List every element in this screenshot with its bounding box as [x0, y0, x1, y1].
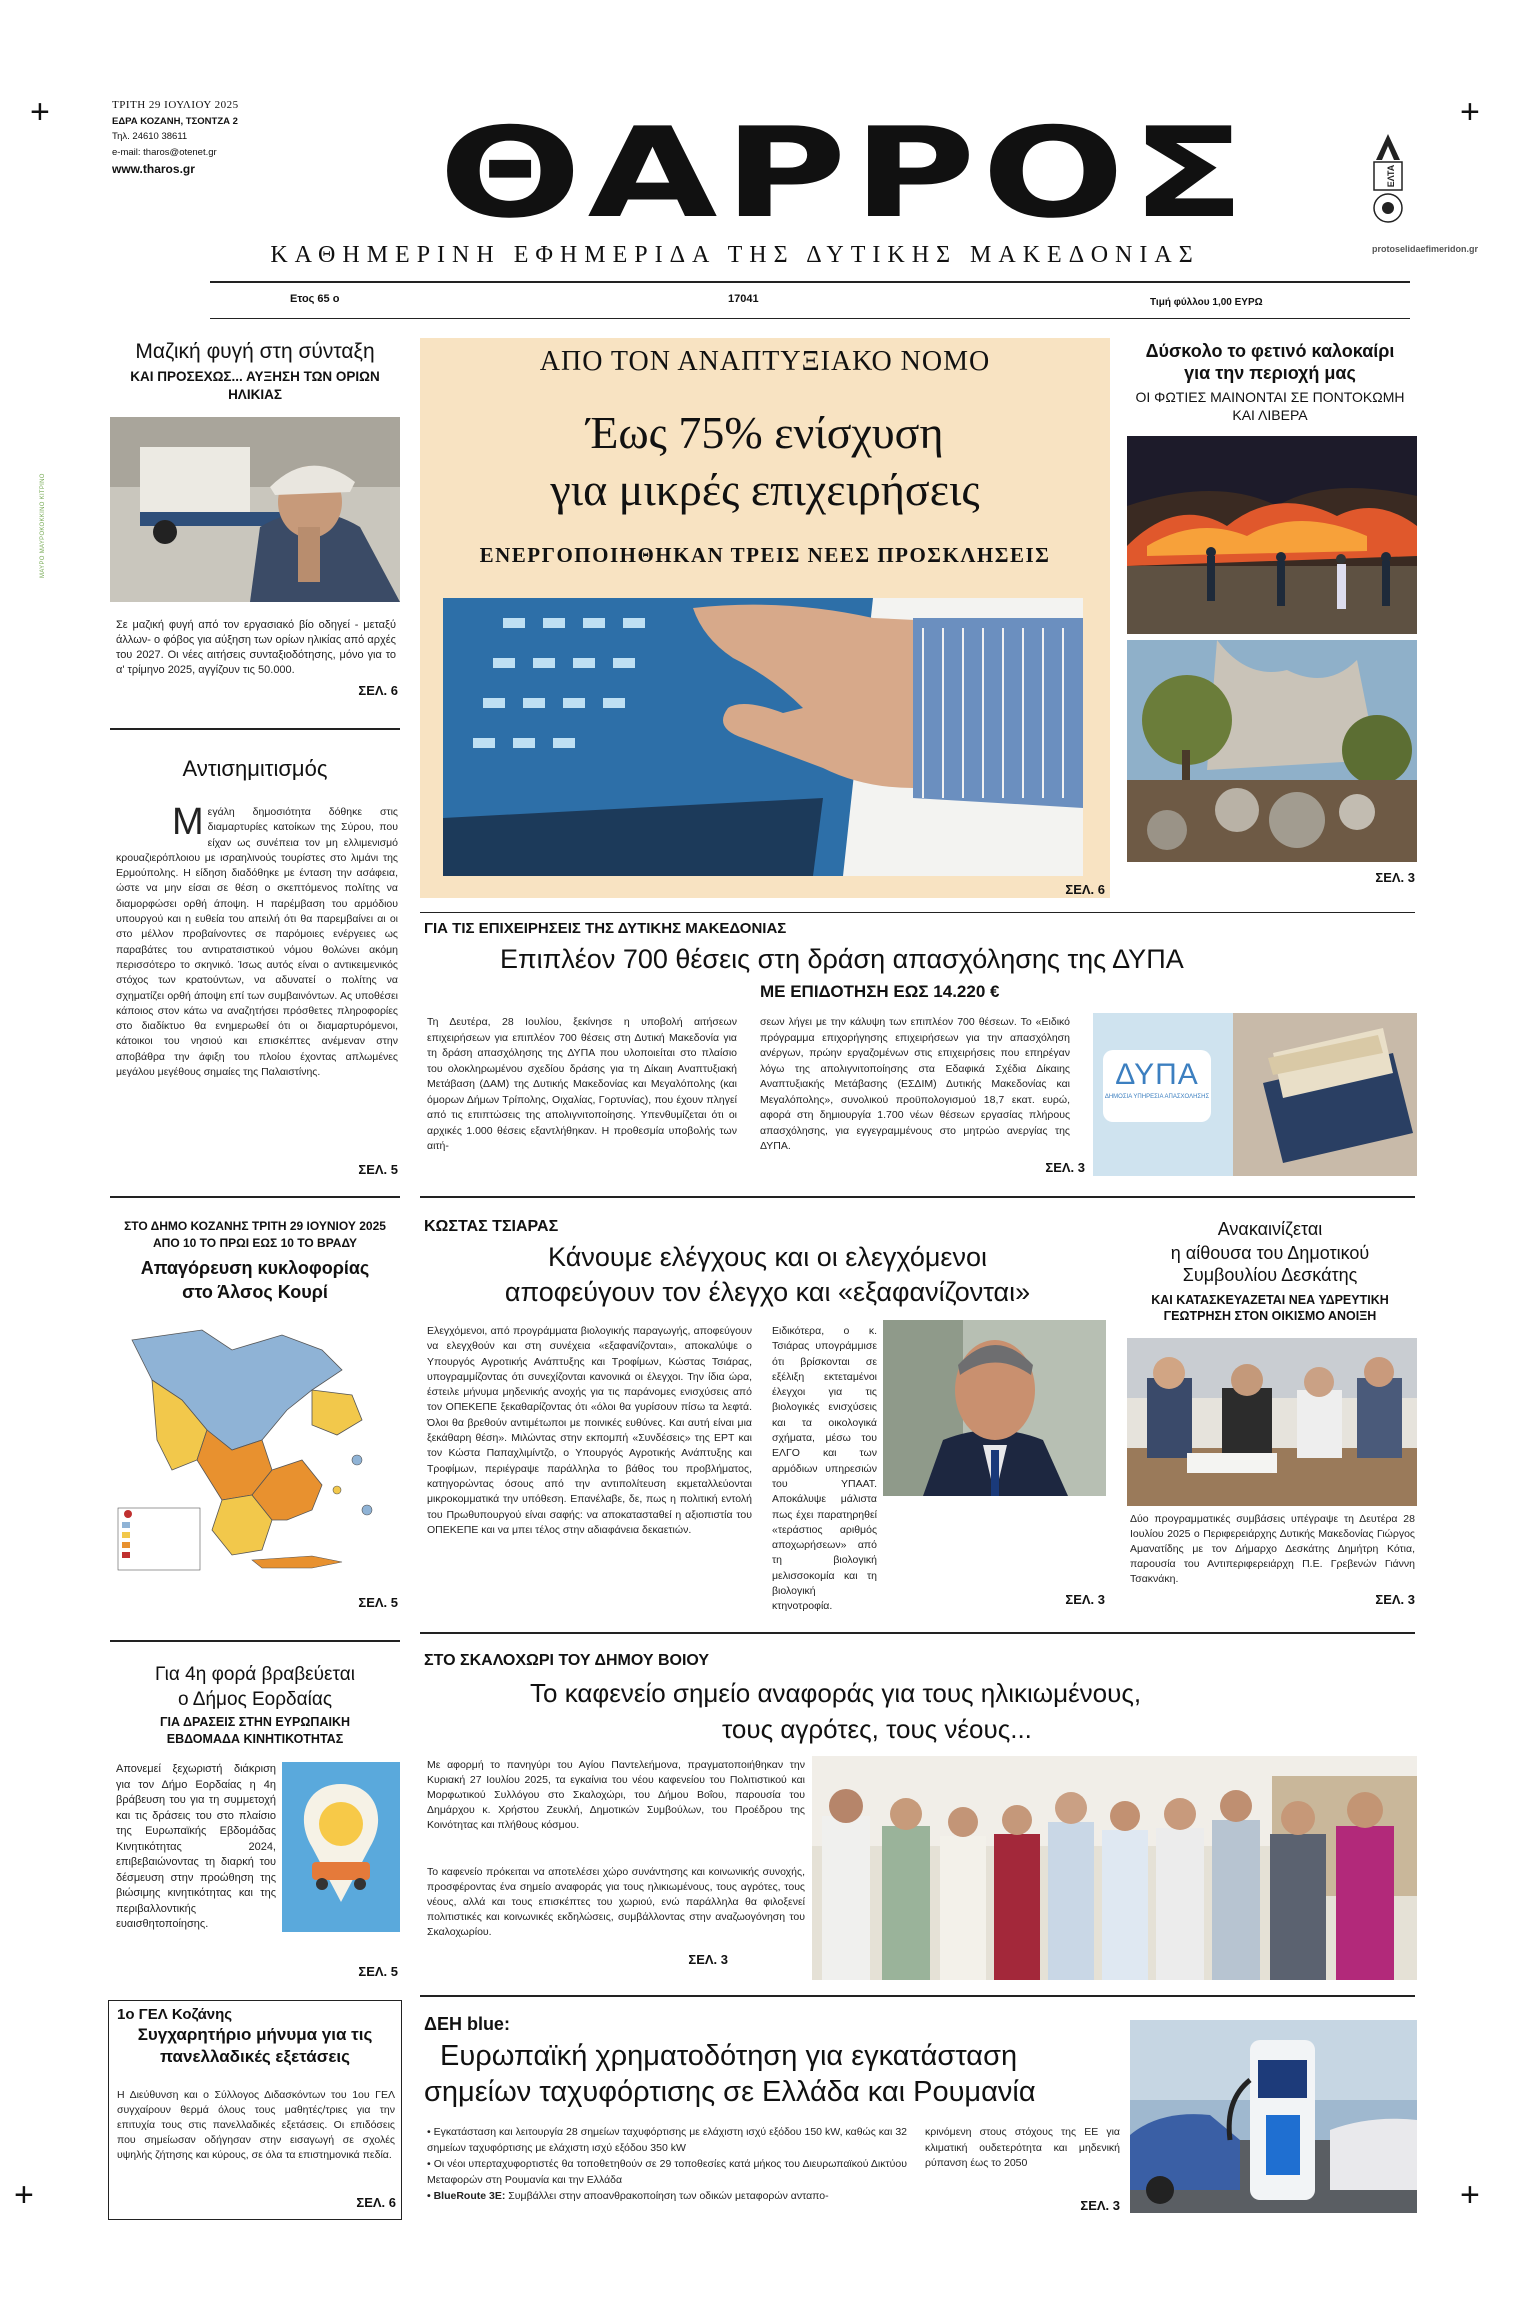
antisemitism-dropcap: Μ [172, 805, 204, 843]
deh-bullet-1: • Εγκατάσταση και λειτουργία 28 σημείων ταχυφόρτισης με ελάχιστη ισχύ εξόδου 150 kW, καθώς και 32 σημείων ταχυφόρτισης με ελάχιστη ισχύ εξόδου 350 kW [427, 2126, 907, 2154]
skalochori-body-2: Το καφενείο πρόκειται να αποτελέσει χώρο συνάντησης και κοινωνικής συνοχής, προσφέροντας ένα σημείο αναφοράς για τους ηλικιωμένους, τους αγρότες, τους νέους, αλλά και τους επισκέπτες του χωριού, ενώ παράλληλα θα φιλοξενεί πολιτιστικές και κοινωνικές εκδηλώσεις, συμβάλλοντας στην αναζωογόνηση του Σκαλοχωρίου. [427, 1866, 805, 1938]
eordaia-body: Απονεμεί ξεχωριστή διάκριση για τον Δήμο Εορδαίας η 4η βράβευση του για τη συμμετοχή και τις δράσεις του στο πλαίσιο της Ευρωπαϊκής Εβδομάδας Κινητικότητας 2024, επιβεβαιώνοντας τη διαρκή του δέσμευση στην προώθηση της βιώσιμης κινητικότητας και της περιβαλλοντικής ευαισθητοποίησης. [116, 1763, 276, 1930]
skalochori-page: ΣΕΛ. 3 [688, 1952, 728, 1967]
tsiaras-title-1: Κάνουμε ελέγχους και οι ελεγχόμενοι [548, 1242, 987, 1272]
tsiaras-body-col2: Ειδικότερα, ο κ. Τσιάρας υπογράμμισε ότι βρίσκονται σε εξέλιξη εκτεταμένοι έλεγχοι για τις βιολογικές ενισχύσεις και τα οικολογικά σχήματα, μέσω του ΕΛΓΟ και των αρμόδιων υπηρεσιών του ΥΠΑΑΤ. Αποκάλυψε μάλιστα πως έχει παρατηρηθεί «τεράστιος αριθμός αποχωρήσεων» από τη βιολογική μελισσοκομία και τη βιολογική κτηνοτροφία. [772, 1325, 877, 1613]
skalochori-title-1: Το καφενείο σημείο αναφοράς για τους ηλικιωμένους, [530, 1678, 1142, 1708]
lead-subtitle: ΕΝΕΡΓΟΠΟΙΗΘΗΚΑΝ ΤΡΕΙΣ ΝΕΕΣ ΠΡΟΣΚΛΗΣΕΙΣ [479, 543, 1051, 567]
masthead-website: www.tharos.gr [112, 162, 195, 176]
eordaia-title-1: Για 4η φορά βραβεύεται [155, 1664, 355, 1685]
divider [420, 1995, 1415, 1997]
fires-photo-2 [1127, 640, 1417, 862]
eordaia-title-2: ο Δήμος Εορδαίας [178, 1689, 332, 1710]
divider [110, 1640, 400, 1642]
eordaia-poster [282, 1762, 400, 1932]
masthead-issue: 17041 [728, 293, 759, 305]
alsos-title: Απαγόρευση κυκλοφορίας στο Άλσος Κουρί [140, 1258, 370, 1302]
syntaxi-title: Μαζική φυγή στη σύνταξη [135, 340, 375, 363]
gel-kicker: 1ο ΓΕΛ Κοζάνης [117, 2006, 233, 2023]
eordaia-page: ΣΕΛ. 5 [358, 1964, 398, 1979]
tsiaras-kicker: ΚΩΣΤΑΣ ΤΣΙΑΡΑΣ [424, 1218, 559, 1235]
deh-title-2: σημείων ταχυφόρτισης σε Ελλάδα και Ρουμανία [424, 2076, 1036, 2108]
eordaia-subtitle: ΓΙΑ ΔΡΑΣΕΙΣ ΣΤΗΝ ΕΥΡΩΠΑΙΚΗ ΕΒΔΟΜΑΔΑ ΚΙΝΗΤΙΚΟΤΗΤΑΣ [159, 1715, 350, 1746]
deh-kicker: ΔΕΗ blue: [424, 2014, 510, 2034]
lead-photo [443, 598, 1083, 876]
gel-page: ΣΕΛ. 6 [356, 2195, 396, 2210]
deskati-subtitle: ΚΑΙ ΚΑΤΑΣΚΕΥΑΖΕΤΑΙ ΝΕΑ ΥΔΡΕΥΤΙΚΗ ΓΕΩΤΡΗΣΗ ΣΤΟΝ ΟΙΚΙΣΜΟ ΑΝΟΙΞΗ [1151, 1293, 1389, 1323]
alsos-kicker: ΣΤΟ ΔΗΜΟ ΚΟΖΑΝΗΣ ΤΡΙΤΗ 29 ΙΟΥΝΙΟΥ 2025 ΑΠΟ 10 ΤΟ ΠΡΩΙ ΕΩΣ 10 ΤΟ ΒΡΑΔΥ [124, 1219, 386, 1250]
deskati-photo [1127, 1338, 1417, 1506]
deh-photo [1130, 2020, 1417, 2213]
masthead-rule-bottom [210, 318, 1410, 319]
dypa-body-col2: σεων λήγει με την κάλυψη των επιπλέον 700 θέσεων. Το «Ειδικό πρόγραμμα επιχορήγησης επιχειρήσεων για την απασχόληση ανέργων, πρώην εργαζομένων στις επιχειρήσεις που επηρέγαν λόγω της απολιγνιτοποίησης στα Εδαφικά Σχέδια Δίκαιης Αναπτυξιακής Μετάβασης (ΕΣΔΙΜ) Δυτικής Μακεδονίας και Μεγαλόπολης», συνολικού προϋπολογισμού 18,7 εκατ. ευρώ, αφορά στη δημιουργία 1.700 νέων θέσεων εργασίας πλήρους απασχόλησης, για εγγεγραμμένους στο μητρώο ανεργίας της ΔΥΠΑ. [760, 1016, 1070, 1152]
deh-col2: κρινόμενη στους στόχους της ΕΕ για κλιματική ουδετερότητα και μηδενική ρύπανση έως το 2050 [925, 2126, 1120, 2169]
masthead-subtitle: ΚΑΘΗΜΕΡΙΝΗ ΕΦΗΜΕΡΙΔΑ ΤΗΣ ΔΥΤΙΚΗΣ ΜΑΚΕΔΟΝΙΑΣ [270, 242, 1200, 268]
fires-page: ΣΕΛ. 3 [1375, 870, 1415, 885]
svg-text:ΕΛΤΑ: ΕΛΤΑ [1386, 164, 1396, 188]
masthead-title: ΘΑΡΡΟΣ [438, 100, 1252, 236]
masthead-email: e-mail: tharos@otenet.gr [112, 147, 217, 158]
divider [420, 1632, 1415, 1634]
fires-subtitle: ΟΙ ΦΩΤΙΕΣ ΜΑΙΝΟΝΤΑΙ ΣΕ ΠΟΝΤΟΚΩΜΗ ΚΑΙ ΛΙΒΕΡΑ [1135, 389, 1405, 423]
crop-mark: + [30, 93, 50, 131]
deh-bullet-3-block [427, 2189, 907, 2205]
divider [420, 1196, 1415, 1198]
skalochori-title-2: τους αγρότες, τους νέους... [722, 1714, 1032, 1744]
dypa-kicker: ΓΙΑ ΤΙΣ ΕΠΙΧΕΙΡΗΣΕΙΣ ΤΗΣ ΔΥΤΙΚΗΣ ΜΑΚΕΔΟΝΙΑΣ [424, 920, 787, 937]
elta-logo [1370, 130, 1406, 240]
masthead-phone: Τηλ. 24610 38611 [112, 131, 188, 142]
deskati-title-1: Ανακαινίζεται [1217, 1219, 1323, 1239]
deh-title-1: Ευρωπαϊκή χρηματοδότηση για εγκατάσταση [440, 2040, 1018, 2072]
divider [110, 1196, 400, 1198]
syntaxi-photo [110, 417, 400, 602]
dypa-title: Επιπλέον 700 θέσεις στη δράση απασχόλησης της ΔΥΠΑ [500, 944, 1184, 974]
deh-bullet-3: Συμβάλλει στην αποανθρακοποίηση των οδικών μεταφορών ανταπο- [508, 2190, 829, 2202]
masthead-price: Τιμή φύλλου 1,00 ΕΥΡΩ [1150, 297, 1263, 308]
deskati-title-2: η αίθουσα του Δημοτικού Συμβουλίου Δεσκάτης [1170, 1243, 1370, 1285]
masthead-year: Ετος 65 ο [290, 293, 340, 305]
crop-mark: + [1460, 93, 1480, 131]
lead-title-2: για μικρές επιχειρήσεις [550, 464, 980, 515]
crop-mark: + [14, 2176, 34, 2214]
tsiaras-page: ΣΕΛ. 3 [1065, 1592, 1105, 1607]
masthead-address: ΕΔΡΑ ΚΟΖΑΝΗ, ΤΣΟΝΤΖΑ 2 [112, 116, 238, 127]
crop-mark: + [1460, 2176, 1480, 2214]
fires-title-1: Δύσκολο το φετινό καλοκαίρι [1145, 341, 1395, 361]
deskati-page: ΣΕΛ. 3 [1375, 1592, 1415, 1607]
masthead-rule [210, 281, 1410, 283]
tsiaras-photo [883, 1320, 1106, 1496]
dypa-subtitle: ΜΕ ΕΠΙΔΟΤΗΣΗ ΕΩΣ 14.220 € [760, 982, 1000, 1001]
skalochori-photo [812, 1756, 1417, 1980]
deskati-body: Δύο προγραμματικές συμβάσεις υπέγραψε τη Δευτέρα 28 Ιουλίου 2025 ο Περιφερειάρχης Δυτικής Μακεδονίας Γιώργος Αμανατίδης με τον Δήμαρχο Δεσκάτης Δημήτρη Κότια, παρουσία του Αντιπεριφερειάρχη Π.Ε. Γρεβενών Γιάννη Τσακνάκη. [1130, 1513, 1415, 1585]
masthead-logo [395, 86, 1295, 236]
dypa-logo-sub: ΔΗΜΟΣΙΑ ΥΠΗΡΕΣΙΑ ΑΠΑΣΧΟΛΗΣΗΣ [1104, 1094, 1210, 1100]
dypa-body-col1: Τη Δευτέρα, 28 Ιουλίου, ξεκίνησε η υποβολή αιτήσεων επιχειρήσεων για επιπλέον 700 θέσεις στη Δυτική Μακεδονία για τη δράση απασχόλησης της ΔΥΠΑ που υλοποιείται στο πλαίσιο του ολοκληρωμένου σχεδίου δράσης για τη Δίκαιη Αναπτυξιακή Μετάβαση (ΔΑΜ) της Δυτικής Μακεδονίας και Μεγαλόπολης (και όμορων Δήμων Τρίπολης, Οιχαλίας, Γορτυνίας), που έχουν πληγεί από τις επιπτώσεις της απολιγνιτοποίησης. Υπενθυμίζεται ότι οι αρχικές 1.000 θέσεις εξαντλήθηκαν. Η προθεσμία υποβολής των αιτή- [427, 1016, 737, 1152]
gel-title: Συγχαρητήριο μήνυμα για τις πανελλαδικές εξετάσεις [137, 2025, 373, 2066]
dypa-logo-text: ΔΥΠΑ [1115, 1058, 1199, 1091]
tsiaras-title-2: αποφεύγουν τον έλεγχο και «εξαφανίζονται» [504, 1277, 1031, 1307]
dypa-logo [1103, 1050, 1211, 1122]
lead-kicker: ΑΠΟ ΤΟΝ ΑΝΑΠΤΥΞΙΑΚΟ ΝΟΜΟ [539, 346, 991, 377]
skalochori-kicker: ΣΤΟ ΣΚΑΛΟΧΩΡΙ ΤΟΥ ΔΗΜΟΥ ΒΟΙΟΥ [424, 1652, 710, 1669]
tsiaras-body-col1: Ελεγχόμενοι, από προγράμματα βιολογικής παραγωγής, αποφεύγουν να ελεγχθούν και στη συνέχεια «εξαφανίζονται», αποκαλύψε ο Υπουργός Αγροτικής Ανάπτυξης και Τροφίμων, Κώστας Τσιάρας, υπογραμμίζοντας ότι συνεχίζονται κανονικά οι έλεγχοι. Την ίδια ώρα, έστειλε μήνυμα μηδενικής ανοχής για τις παράνομες ενισχύσεις από τον ΟΠΕΚΕΠΕ ξεκαθαρίζοντας ότι «όλοι θα γυρίσουν πίσω τα λεφτά. Όλοι θα βρεθούν αντιμέτωποι με ποινικές ευθύνες. Και αυτή είναι μια ξεκάθαρη θέση». Μιλώντας στην εκπομπή «Συνδέσεις» της ΕΡΤ και τον Κώστα Παπαχλιμίντζο, ο Υπουργός Αγροτικής Ανάπτυξης και Τροφίμων, περιέγραψε παράλληλα το βάθος του προβλήματος, κατηγορώντας όσους από την αντιπολίτευση εκμεταλλεύονται μικροκομματικά την υπόθεση. Επανέλαβε, δε, πως η πολιτική εντολή του Πρωθυπουργού είναι σαφής: να αποκατασταθεί η αξιοπιστία του ΟΠΕΚΕΠΕ και να μπει τέλος στην αδιαφάνεια δεκαετιών. [427, 1325, 752, 1536]
antisemitism-body-block [116, 805, 398, 1167]
syntaxi-page: ΣΕΛ. 6 [358, 683, 398, 698]
dypa-page: ΣΕΛ. 3 [1045, 1160, 1085, 1175]
masthead-date: ΤΡΙΤΗ 29 ΙΟΥΛΙΟΥ 2025 [112, 99, 239, 111]
lead-page: ΣΕΛ. 6 [1065, 882, 1105, 897]
syntaxi-subtitle: ΚΑΙ ΠΡΟΣΕΧΩΣ... ΑΥΞΗΣΗ ΤΩΝ ΟΡΙΩΝ ΗΛΙΚΙΑΣ [130, 369, 380, 402]
antisemitism-body: εγάλη δημοσιότητα δόθηκε στις διαμαρτυρίες κατοίκων της Σύρου, που είχαν ως συνέπεια τον μη ελλιμενισμό κρουαζιερόπλοιου με ισραηλινούς τουρίστες στο λιμάνι της Ερμούπολης. Η είδηση διαδόθηκε με ένταση την ασάφεια, ώστε να μην είσαι σε θέση ο σκεπτόμενος πολίτης να διαμορφώσει ορθή άποψη. Η παρέμβαση του αρμόδιου υπουργού και η ευθεία του απειλή ότι θα παρεμβαίνει αι οι στο μέλλον προβαίνοντες σε παρόμοιες ενέργειες ως παραβάτες του αντιρατσιστικού νόμου θολώνει ακόμη περισσότερο το σκηνικό. Ίσως αυτός είναι ο αντικειμενικός στόχος των κρατούντων, να αδυνατεί ο πολίτης να σχηματίζει ορθή άποψη επί των συμβαινόντων. Ας υποθέσει κάποιος στον κάτω να αναζητήσει πρόσθετες πληροφορίες στο διαδίκτυο θα ενημερωθεί ότι οι διαμαρτυρόμενοι, κάτοικοι του νησιού και επισκέπτες ανέμεναν στην αποβάθρα την άφιξη του πλοίου έχοντας απλωμένες μεγάλου μεγέθους σημαίες της Παλαιστίνης. [116, 806, 398, 1079]
watermark: protoselidaefimeridon.gr [1372, 244, 1479, 254]
antisemitism-page: ΣΕΛ. 5 [358, 1162, 398, 1177]
alsos-map [112, 1310, 398, 1584]
side-color-credit: ΜΑΥΡΟ ΜΑΥΡΟΚΟΚΚΙΝΟ ΚΙΤΡΙΝΟ [40, 473, 46, 578]
lead-title-1: Έως 75% ενίσχυση [586, 407, 944, 458]
antisemitism-title: Αντισημιτισμός [182, 756, 328, 781]
fires-photo-1 [1127, 436, 1417, 634]
skalochori-body-1: Με αφορμή το πανηγύρι του Αγίου Παντελεήμονα, πραγματοποιήθηκαν την Κυριακή 27 Ιουλίου 2025, τα εγκαίνια του νέου καφενείου του Πολιτιστικού και Μορφωτικού Συλλόγου στο Σκαλοχώρι, του Δήμου Βοΐου, παρουσία του Δημάρχου κ. Χρήστου Ζευκλή, Δημοτικών Συμβούλων, του Προέδρου της Κοινότητας και πλήθους κόσμου. [427, 1759, 805, 1831]
divider [420, 912, 1415, 913]
fires-title-2: για την περιοχή μας [1184, 363, 1356, 383]
syntaxi-body: Σε μαζική φυγή από τον εργασιακό βίο οδηγεί - μεταξύ άλλων- ο φόβος για αύξηση των ορίων ηλικίας από αρχές του 2027. Οι νέες αιτήσεις συνταξιοδότησης, μόνο για το α' τρίμηνο 2025, αγγίζουν τις 50.000. [116, 619, 396, 676]
gel-body: Η Διεύθυνση και ο Σύλλογος Διδασκόντων του 1ου ΓΕΛ συγχαίρουν θερμά όλους τους μαθητές/τριες για την επιτυχία τους στις πανελλαδικές εξετάσεις. Οι επιδόσεις που σημείωσαν οδήγησαν στην εισαγωγή σε σχολές υψηλής ζήτησης και κύρους, σε όλα τα επιστημονικά πεδία. [117, 2089, 395, 2161]
divider [110, 728, 400, 730]
deh-page: ΣΕΛ. 3 [1080, 2198, 1120, 2213]
alsos-page: ΣΕΛ. 5 [358, 1595, 398, 1610]
deh-bullet-2: • Οι νέοι υπερταχυφορτιστές θα τοποθετηθούν σε 29 τοποθεσίες κατά μήκος του Διευρωπαϊκού Δικτύου Μεταφορών στη Ρουμανία και την Ελλάδα [427, 2158, 907, 2186]
deh-bullet-3-label: • BlueRoute 3E: [427, 2190, 506, 2202]
